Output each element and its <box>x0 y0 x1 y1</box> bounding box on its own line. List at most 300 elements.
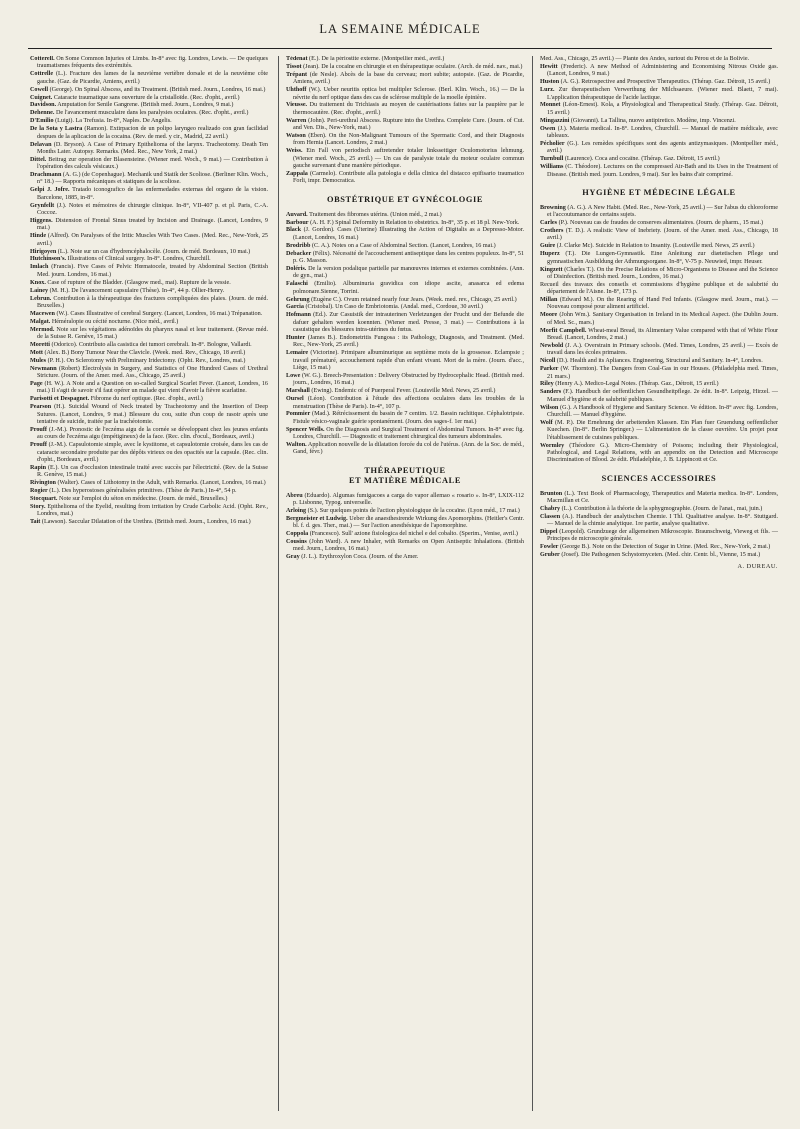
entry-author: Mingazzini <box>540 117 570 124</box>
entry-text: (A. G.). Retrospective and Prospective Therapeutics. (Thérap. Gaz. Détroit, 15 avril.) <box>559 79 771 86</box>
entry-author: Guire <box>540 243 556 250</box>
entry-text: (G.). A Handbook of Hygiene and Sanitary Science. Ve édition. In-8° avec fig. Londres, Churchill. — Manuel d'hygiène. <box>547 404 778 419</box>
entry-text: (D. Bryson). A Case of Primary Epithelioma of the larynx. Tracheotomy. Death Ten Months Later. Autopsy. Remarks. (Med. Rec., New York, 2 mai.) <box>37 141 268 155</box>
entry-author: Moretti <box>30 341 51 348</box>
entry-text: Contribution à la thérapeutique des fractures compliquées des plaies. (Journ. de méd. Bruxelles.) <box>37 295 268 309</box>
bibliography-entry <box>30 358 268 365</box>
entry-text: (Francesco). Sull' azione fisiologica del nichel e del cobalto. (Sperim., Venise, avril.) <box>308 531 518 538</box>
entry-text: (D.). Health and its Apliances. Engineering, Structural and Sanitary. In-4°, Londres. <box>555 358 763 365</box>
entry-author: Hewitt <box>540 63 558 70</box>
entry-text: Recueil des travaux des conseils et commissions d'hygiène publique et de salubrité du département de l'Aisne. In-8°, 173 p. <box>540 281 778 296</box>
bibliography-entry <box>286 133 524 148</box>
bibliography-entry <box>30 87 268 94</box>
entry-text: (James B.). Endometritis Fungosa : its Pathology, Diagnosis, and Treatment. (Med. Rec., New-York, 25 avril.) <box>293 335 524 349</box>
entry-author: Hinde <box>30 233 47 240</box>
entry-text: Amputation for Senile Gangrene. (British med. Journ., Londres, 9 mai.) <box>56 102 234 109</box>
bibliography-entry <box>286 554 524 561</box>
bibliography-entry <box>30 280 268 287</box>
entry-text: (E.). De la périostite externe. (Montpellier méd., avril.) <box>307 56 445 62</box>
bibliography-entry <box>286 531 524 538</box>
entry-author: Barbour <box>286 219 309 226</box>
entry-text: (John). Peri-urethral Abscess. Rupture into the Urethra. Complete Cure. (Journ. of Cut. and Ven. Dis., New-York, mai.) <box>293 117 524 132</box>
column-divider <box>532 56 533 1111</box>
entry-author: Macewen <box>30 310 55 317</box>
bibliography-entry <box>286 297 524 304</box>
entry-text: (Laurence). Coca and cocaïne. (Thérap. Gaz. Détroit, 15 avril.) <box>563 156 720 163</box>
bibliography-entry <box>540 220 778 227</box>
entry-text: (Ewing). Endemic of of Puerperal Fever. (Louisville Med. News, 25 avril.) <box>309 388 496 395</box>
bibliography-entry <box>30 203 268 218</box>
bibliography-entry <box>540 79 778 86</box>
entry-text: (L.). Text Book of Pharmacology, Therapeutics and Materia medica. In-8°. Londres, Macmillan et Ce. <box>547 490 778 504</box>
entry-text: Note sur les végétations adénoïdes du pharynx nasal et leur traitement. (Revue méd. de la Suisse R. Genève, 15 mai.) <box>37 326 268 341</box>
entry-author: Dippel <box>540 529 558 536</box>
entry-text: Med. Ass., Chicago, 25 avril.) — Plante des Andes, surtout du Pérou et de la Bolivie. <box>540 56 750 62</box>
entry-text: (Josef). Die Pathogenen Schystomyceten. (Med. chir. Centr. bl., Vienne, 15 mai.) <box>559 552 761 559</box>
entry-text: Application nouvelle de la dilatation forcée du col de l'utérus. (Ann. de la Soc. de méd., Gand, févr.) <box>293 442 524 456</box>
column-1 <box>30 56 268 1116</box>
entry-text: (George B.). Note on the Detection of Sugar in Urine. (Med. Rec., New-York, 2 mai.) <box>558 544 771 551</box>
entry-author: Prouff <box>30 442 47 449</box>
bibliography-entry <box>30 319 268 326</box>
bibliography-entry <box>30 56 268 71</box>
entry-author: Falaschi <box>286 281 308 288</box>
entry-author: Warren <box>286 117 307 124</box>
entry-list <box>30 56 268 527</box>
entry-author: Cotterell. <box>30 56 55 62</box>
bibliography-entry <box>30 157 268 172</box>
bibliography-entry <box>286 411 524 426</box>
entry-author: Lemaire <box>286 350 309 357</box>
entry-author: Millan <box>540 297 558 304</box>
entry-text: (H.). Suicidal Wound of Neck treated by Tracheotomy and the Insertion of Deep Sutures. (Lancet, Londres, 9 mai.) Blessure du cou, suite d'un coup de rasoir après une tentative de suicide, traitée par la trachéotomie. <box>37 404 268 425</box>
entry-author: Hutchinson's. <box>30 256 67 263</box>
bibliography-entry <box>540 156 778 163</box>
entry-list <box>540 56 778 179</box>
entry-text: (A. H. F.) Spinal Deformity in Relation to obstetrics. In-8°, 35 p. et 18 pl. New-York. <box>308 219 520 226</box>
bibliography-entry <box>286 312 524 334</box>
bibliography-entry <box>540 205 778 220</box>
entry-author: Grynfellt <box>30 202 55 209</box>
bibliography-entry <box>540 443 778 465</box>
entry-text: (J.-M.). Pronostic de l'eczéma aigu de la cornée se développant chez les jeunes enfants au cours de l'eczéma aigu (impétigineux) de la face. (Rec. clin. d'ocul., Bordeaux, avril.) <box>37 426 268 441</box>
bibliography-entry <box>30 342 268 349</box>
entry-text: Case of rupture of the Bladder. (Glasgow med., mai). Rupture de la vessie. <box>45 279 231 286</box>
page-title: LA SEMAINE MÉDICALE <box>319 22 481 36</box>
bibliography-entry <box>286 64 524 71</box>
section-heading-obstetrique: OBSTÉTRIQUE ET GYNÉCOLOGIE <box>327 194 483 204</box>
entry-text: (J. L.). Erythroxylon Coca. (Journ. of the Amer. <box>299 554 419 561</box>
entry-author: Imlach <box>30 264 49 271</box>
entry-text: (Ed.). Zur Casuistik der intrauterinen Verletzungen der Frucht und der Befunde die dafuer gehalten werden koennten. (Wiener med. Presse, 3 mai.) — Contributions à la casuistique des blessures intra-utérines du fœtus. <box>293 312 524 334</box>
entry-author: Gruber <box>540 552 560 559</box>
section-heading-line: ET MATIÈRE MÉDICALE <box>348 475 462 485</box>
entry-text: (W.). Cases Illustrative of cerebral Surgery. (Lancet, Londres, 16 mai.) Trépanation. <box>54 310 263 317</box>
section-heading-therapeutique <box>286 466 524 486</box>
entry-text: (P. H.). On Sclerotomy with Preliminary Iridectomy. (Opht. Rev., Londres, mai.) <box>46 357 246 364</box>
bibliography-entry <box>30 504 268 519</box>
bibliography-entry <box>540 358 778 365</box>
entry-text: (T.). Die Lungen-Gymnastik. Eine Anleitung zur diætetischen Pflege und gymnastischen Ausbildung der Athmungsorgane. In-8°, V-75 p. Neuwied, impr. Heuser. <box>547 251 778 265</box>
entry-author: Knox. <box>30 279 46 286</box>
bibliography-entry <box>30 71 268 86</box>
bibliography-entry <box>540 552 778 559</box>
entry-text: Traitement des fibromes utérins. (Union méd., 2 mai.) <box>307 211 442 218</box>
bibliography-entry <box>30 126 268 141</box>
entry-text: Note sur l'emploi du séton en médecine. (Journ. de méd., Bruxelles.) <box>57 495 228 502</box>
entry-author: Rivington <box>30 480 56 487</box>
entry-text: (Eugène C.). Ovum retained nearly four Jears. (Week. med. rev., Chicago, 25 avril.) <box>309 296 517 303</box>
entry-author: Dittel. <box>30 156 47 163</box>
entry-author: Weiss. <box>286 148 303 155</box>
entry-author: Brodribb <box>286 242 311 249</box>
entry-text: De l'avancement musculaire dans les paralysies oculaires. (Rec. d'opht., avril.) <box>54 110 249 117</box>
entry-author: Dehenne. <box>30 110 55 117</box>
bibliography-entry <box>286 72 524 87</box>
bibliography-entry <box>540 366 778 381</box>
entry-text: (Alfred). On Paralyses of the Iritic Muscles With Two Cases. (Med. Rec., New-York, 25 avril.) <box>37 233 268 247</box>
entry-text: (Giovanni). La Tallina, nuovo antipiretico. Modène, imp. Vincenzi. <box>569 117 736 124</box>
entry-author: Fowler <box>540 544 559 551</box>
entry-text: (Jean). De la cocaïne en chirurgie et en thérapeutique oculaire. (Arch. de méd. nav., mai.) <box>301 63 523 70</box>
bibliography-entry <box>540 251 778 266</box>
entry-text: (Carmelo). Contribute alla patologia e della clinica del distacco epifisario traumatico Forli, impr. Democratica. <box>293 170 524 185</box>
bibliography-entry <box>286 442 524 457</box>
entry-text: (S.). Sur quelques points de l'action physiologique de la cocaïne. (Lyon méd., 17 mai.) <box>306 507 520 514</box>
entry-text: (Léon-Ernest). Kola, a Physiological and Therapeutical Study. (Thérap. Gaz. Détroit, 15 avril.) <box>547 102 778 116</box>
bibliography-entry <box>540 141 778 156</box>
bibliography-entry <box>30 142 268 157</box>
entry-list <box>286 212 524 457</box>
entry-author: Delavan <box>30 141 52 148</box>
bibliography-entry <box>30 102 268 109</box>
entry-author: Walton. <box>286 442 307 448</box>
entry-author: Lebrun. <box>30 295 52 302</box>
column-divider <box>278 56 279 1111</box>
bibliography-entry <box>30 296 268 311</box>
entry-author: Gehrung <box>286 296 310 303</box>
entry-text: (J. A.). Overstrain in Primary schools. (Med. Times, Londres, 25 avril.) — Excès de travail dans les écoles primaires. <box>547 342 778 357</box>
entry-author: Hunter <box>286 335 306 342</box>
entry-author: Tissot <box>286 63 302 70</box>
bibliography-entry <box>286 281 524 296</box>
entry-text: (Ramon). Extirpacion de un polipo laryngeo realizado con gran facilidad despues de la aplicacion de la cocaina. (Rev. de med. y cir., Madrid, 22 avril.) <box>37 126 268 140</box>
entry-author: De la Sota y Lastra <box>30 126 83 133</box>
entry-author: Tédenat <box>286 56 308 62</box>
bibliography-entry <box>30 187 268 202</box>
bibliography-entry <box>540 514 778 529</box>
entry-author: Uhthoff <box>286 87 307 94</box>
bibliography-entry <box>540 491 778 506</box>
bibliography-entry <box>30 311 268 318</box>
entry-text: (Théodore G.). Micro-Chemistry of Poisons; including their Physiological, Pathological, and Legal Relations, with an appendix on the Detection and Microscope Discrimination of Blood. 2e édit. Philadelphie, J. B. Lippincott et Ce. <box>547 442 778 464</box>
entry-author: Carles <box>540 220 558 227</box>
entry-author: Huperz <box>540 251 560 258</box>
entry-author: Mott <box>30 349 43 356</box>
bibliography-entry <box>286 171 524 186</box>
bibliography-entry <box>286 539 524 554</box>
entry-text: Illustrations of Clinical surgery. In-8°. Londres, Churchill. <box>66 256 211 263</box>
entry-author: Moore <box>540 312 558 319</box>
entry-author: Garcia <box>286 304 304 311</box>
bibliography-entry <box>286 87 524 102</box>
bibliography-entry <box>30 488 268 495</box>
entry-text: (Léon). Contribution à l'étude des affections oculaires dans les troubles de la menstruation (Thèse de Paris). In-4°, 107 p. <box>293 396 524 410</box>
entry-author: Prouff <box>30 426 47 433</box>
entry-text: (Alex. B.) Bony Tumour Near the Clavicle. (Week. med. Rev., Chicago, 18 avril.) <box>42 349 246 356</box>
entry-author: Tait <box>30 519 41 526</box>
entry-author: Kingzett <box>540 266 563 273</box>
entry-author: Abreu <box>286 492 303 499</box>
entry-author: Bergmeister et Ludwig. <box>286 515 348 522</box>
bibliography-entry <box>30 249 268 256</box>
entry-text: Héméralopie ou cécité nocturne. (Nice méd., avril.) <box>50 318 179 325</box>
entry-text: On the Diagnosis and Surgical Treatment of Abdominal Tumors. In-8° avec fig. Londres, Churchill. — Diagnostic et traitement chirurgical des tumeurs abdominales. <box>293 426 524 441</box>
entry-text: (Walter). Cases of Lithotomy in the Adult, with Remarks. (Lancet, Londres, 16 mai.) <box>55 480 266 487</box>
entry-text: (de Nesle). Abcès de la base du cerveau; mort subite; autopsie. (Gaz. de Picardie, Amiens, avril.) <box>293 71 524 86</box>
entry-author: Brunton <box>540 490 563 497</box>
entry-author: Pécholier <box>540 140 565 147</box>
entry-author: Wolf <box>540 419 553 426</box>
entry-text: (Henry A.). Medico-Legal Notes. (Thérap. Gaz., Détroit, 15 avril.) <box>553 381 719 388</box>
entry-author: Drachmann <box>30 172 62 179</box>
entry-author: Auvard. <box>286 211 308 218</box>
bibliography-entry <box>540 56 778 63</box>
entry-text: Wheat-meal Bread, its Alimentary Value compared with that of White Flour Bread. (Lancet, Londres, 2 mai.) <box>547 327 778 342</box>
entry-author: Parisotti et Despagnet. <box>30 396 90 403</box>
entry-author: Black <box>286 227 302 234</box>
entry-text: (W. G.). Breech-Presentation : Delivery Obstructed by Hydrocephalic Head. (British med. journ., Londres, 16 mai.) <box>293 372 524 387</box>
bibliography-entry <box>540 243 778 250</box>
entry-text: (P.). Nouveau cas de fraudes de conserves alimentaires. (Journ. de pharm., 15 mai.) <box>557 220 764 227</box>
bibliography-entry <box>30 95 268 102</box>
section-heading-sciences: SCIENCES ACCESSOIRES <box>601 473 717 483</box>
bibliography-entry <box>540 312 778 327</box>
bibliography-entry <box>30 110 268 117</box>
entry-author: Williams <box>540 164 564 171</box>
entry-author: Lowe <box>286 372 301 379</box>
entry-author: Pearson <box>30 404 52 411</box>
entry-text: (Victorine). Primipare albuminurique au septième mois de la grossesse. Eclampsie ; travail prématuré, accouchement rapide d'un enfant vivant. Mort de la mère. (Journ. d'acc., Liège, 15 mai.) <box>293 350 524 371</box>
entry-text: Cataracte traumatique sans ouverture de la cristalloïde. (Rec. d'opht., avril.) <box>52 94 240 101</box>
bibliography-entry <box>286 266 524 281</box>
entry-author: Newbold <box>540 342 564 349</box>
section-heading-line: THÉRAPEUTIQUE <box>364 465 446 475</box>
entry-text: (Cristobal). Un Caso de Embriotomia. (Andal. med., Cordoue, 30 avril.) <box>303 304 483 311</box>
bibliography-entry <box>286 350 524 372</box>
bibliography-entry <box>30 172 268 187</box>
entry-text: (Eduardo). Algumas fumigacoes a carga do vapor allemao « rosario ». In-8°, LXIX-112 p. Lisbonne, Typog. universelle. <box>293 492 524 507</box>
entry-text: Du traitement du Trichiasis au moyen de cautérisations faites sur la paupière par le thermocautère. (Rec. d'opht., avril.) <box>293 102 524 116</box>
bibliography-entry <box>540 282 778 297</box>
entry-author: Spencer Wells. <box>286 426 325 433</box>
bibliography-entry <box>30 404 268 426</box>
entry-text: Beitrag zur operation der Blasensteine. (Wiener med. Woch., 9 mai.) — Contribution à l'opération des calculs vésicaux.) <box>37 156 268 171</box>
entry-author: Cuignet. <box>30 94 53 101</box>
bibliography-entry <box>286 516 524 531</box>
bibliography-entry <box>30 427 268 442</box>
entry-text: (Frederic). A new Method of Administering and Economising Nitrous Oxide gas. (Lancet, Londres, 9 mai.) <box>547 63 778 78</box>
entry-list <box>540 491 778 560</box>
bibliography-entry <box>30 118 268 125</box>
entry-author: D'Emilio <box>30 118 54 125</box>
entry-text: (C. Théodore). Lectures on the compressed Air-Bath and its Uses in the Treatment of Disease. (British med. journ. Londres, 9 mai). Sur les bains d'air comprimé. <box>547 164 778 178</box>
entry-list <box>286 493 524 562</box>
entry-author: Zappala <box>286 170 308 177</box>
bibliography-entry <box>540 102 778 117</box>
bibliography-entry <box>30 519 268 526</box>
bibliography-entry <box>540 126 778 141</box>
bibliography-entry <box>286 396 524 411</box>
entry-author: Parker <box>540 366 559 373</box>
entry-author: Arloing <box>286 507 307 514</box>
entry-text: (Leopold). Grundzuege der allgemeinen Mikroscopie. Braunschweig, Vieweg et fils. — Principes de microscopie générale. <box>547 529 778 543</box>
entry-text: (John Ward). A new Inhaler, with Remarks on Open Antiseptic Inhalations. (British med. Journ., Londres, 16 mai.) <box>293 539 524 553</box>
header-rule <box>28 48 772 49</box>
entry-text: (L.). Fracture des lames de la neuvième vertèbre dorsale et de la neuvième côte gauche. (Gaz. de Picardie, Amiens, avril.) <box>37 71 268 85</box>
entry-text: (J.). Materia medical. In-8°. Londres, Churchill. — Manuel de matière médicale, avec tableaux. <box>547 125 778 139</box>
entry-text: On Some Common Injuries of Limbs. In-8° avec fig. Londres, Lewis. — De quelques traumatismes fréquents des extrémités. <box>37 56 268 70</box>
entry-text: (F.). Handbuch der oeffentlichen Gesundheitpflege. 2e édit. In-8°. Leipzig, Hirzel. — Manuel d'hygiène et de salubrité publiques. <box>547 389 778 403</box>
entry-author: Vieusse. <box>286 102 308 109</box>
entry-author: Sanders <box>540 389 562 396</box>
entry-text: Tratado iconografico de las enfermedades externas del organo de la vision. Barcelone, 1885, in-8°. <box>37 187 268 201</box>
entry-author: Story. <box>30 503 46 510</box>
column-2 <box>286 56 524 1116</box>
bibliography-entry <box>30 366 268 381</box>
entry-text: Ueber die anaesthesirende Wirkung des Apomorphins. (Heitler's Centr. bl. f. d. ges. Ther., mai.) — Sur l'action anesthésique de l'apomorphine. <box>293 515 524 530</box>
entry-author: Gray <box>286 554 300 561</box>
bibliography-entry <box>286 102 524 117</box>
entry-author: Stocquart. <box>30 495 58 502</box>
bibliography-entry <box>30 465 268 480</box>
entry-author: Wormley <box>540 442 565 449</box>
bibliography-entry <box>540 87 778 102</box>
entry-text: (L.). Note sur un cas d'hydrencéphalocèle. (Journ. de méd. Bordeaux, 10 mai.) <box>56 248 251 255</box>
bibliography-entry <box>286 304 524 311</box>
entry-author: Monnet <box>540 102 561 109</box>
bibliography-entry <box>286 373 524 388</box>
entry-text: (J.). Notes et mémoires de chirurgie clinique. In-8°, VII-407 p. et pl. Paris, C.-A. Coccoz. <box>37 202 268 216</box>
entry-text: (A. G.) (de Copenhague). Mechanik und Statik der Scoliose. (Berliner Klin. Woch., n° 18.) — Rapports mécaniques et statiques de la scoliose. <box>37 172 268 186</box>
entry-text: (Charles T.). On the Precise Relations of Micro-Organisms to Disease and the Science of Disinfection. (British med. Journ., Londres, 16 mai.) <box>547 266 778 280</box>
entry-author: Doléris. <box>286 265 307 272</box>
entry-text: (John Wm.). Sanitary Organisation in Ireland in its Medical Aspect. (the Dublin Journ. of Med. Sc., mars.) <box>547 312 778 326</box>
bibliography-entry <box>30 396 268 403</box>
entry-author: Hirigoyen <box>30 248 57 255</box>
bibliography-entry <box>286 243 524 250</box>
bibliography-entry <box>540 405 778 420</box>
bibliography-entry <box>286 148 524 170</box>
entry-author: Nicoll <box>540 358 556 365</box>
bibliography-entry <box>540 420 778 442</box>
entry-author: Trépant <box>286 71 308 78</box>
bibliography-entry <box>30 350 268 357</box>
bibliography-entry <box>30 233 268 248</box>
entry-author: Browning <box>540 204 566 211</box>
bibliography-entry <box>540 328 778 343</box>
bibliography-entry <box>286 227 524 242</box>
entry-author: Oursel <box>286 396 304 403</box>
entry-text: (M. P.). Die Ernehrung der arbeitenden Klassen. Ein Plan fuer Gruendung oeffentlicher Kuechen. (In-8°. Berlin Springer.) — L'alimentation de la classe ouvrière. Un projet pour l'établissement de cuisines publiques. <box>547 419 778 441</box>
entry-author: Pommier <box>286 411 311 418</box>
bibliography-entry <box>286 118 524 133</box>
section-heading-hygiene: HYGIÈNE ET MÉDECINE LÉGALE <box>582 187 736 197</box>
entry-text: (Eben). On the Non-Malignant Tumours of the Spermatic Cord, and their Diagnosis from Hernia (Lancet. Londres, 2 mai.) <box>293 133 524 147</box>
entry-text: (L.). Contribution à la théorie de la sphygmographie. (Journ. de l'anat., mai, juin.) <box>560 505 763 512</box>
author-signature: A. DUREAU. <box>737 562 778 570</box>
entry-text: (W.). Ueber neuritis optica bei multipler Sclerose. (Berl. Klin. Woch., 16.) — De la névrite du nerf optique dans des cas de sclérose multiple de la moelle épinière. <box>293 87 524 101</box>
entry-author: Cottrelle <box>30 71 54 78</box>
bibliography-entry <box>540 506 778 513</box>
entry-author: Chabry <box>540 505 561 512</box>
entry-author: Mermod. <box>30 326 55 333</box>
entry-text: (Edward M.). On the Rearing of Hand Fed Infants. (Glasgow med. Journ., mai.). — Nouveau composé pour aliment artificiel. <box>547 297 778 311</box>
bibliography-entry <box>286 493 524 508</box>
entry-text: (W. Thornton). The Dangers from Coal-Gas in our Houses. (Philadelphia med. Times, 21 mars.) <box>547 366 778 380</box>
bibliography-entry <box>540 118 778 125</box>
entry-author: Gelpi J. Jofre. <box>30 187 70 194</box>
bibliography-entry <box>286 251 524 266</box>
bibliography-entry <box>30 442 268 464</box>
bibliography-entry <box>540 389 778 404</box>
bibliography-entry <box>540 381 778 388</box>
entry-author: Lurz. <box>540 87 555 94</box>
entry-text: (Robert) Electrolysis in Surgery, and Statistics of One Hundred Cases of Urethral Stricture. (Journ. of the Amer. med. Ass., Chicago, 25 avril.) <box>37 365 268 380</box>
bibliography-entry <box>30 327 268 342</box>
entry-author: Page <box>30 381 43 388</box>
entry-text: (Emilio). Albuminuria gravidica con idiope ascite, anasarca ed edema polmonare.Sienne, Torrini. <box>293 281 524 295</box>
entry-author: Hofmann <box>286 312 311 319</box>
entry-text: (J. Gordon). Cases (Uterine) Illustrating the Action of Digitalis as a Depresso-Motor. (Lancet, Londres, 16 mai.) <box>293 227 524 241</box>
bibliography-entry <box>286 220 524 227</box>
bibliography-entry <box>286 56 524 63</box>
entry-author: Crothers <box>540 228 564 235</box>
bibliography-entry <box>30 381 268 396</box>
entry-author: Classen <box>540 513 561 520</box>
entry-text: (Mad.). Rétrécissement du bassin de 7 centim. 1/2. Bassin rachitique. Céphalotripsie. Fistule vésico-vaginale guérie spontanément. (Journ. des sages-f. 1er mai.) <box>293 411 524 425</box>
entry-text: Ein Fall von periodisch auftretender totaler linksseitiger Oculomotorius lehmung. (Wiener med. Woch., 25 avril.) — Un cas de paralysie totale du moteur oculaire commun gauche survenant d'une manière périodique. <box>293 148 524 169</box>
bibliography-entry <box>540 267 778 282</box>
entry-author: Owen <box>540 125 556 132</box>
entry-text: (C. A.). Notes on a Case of Abdominal Section. (Lancet, Londres, 16 mai.) <box>310 242 496 249</box>
bibliography-entry <box>30 218 268 233</box>
entry-author: Cousins <box>286 539 307 546</box>
entry-author: Lainey <box>30 287 49 294</box>
bibliography-entry <box>286 335 524 350</box>
entry-text: (Odorico). Contributo alla casistica dei tumori cerebrali. In-8°. Bologne, Vallardi. <box>50 341 252 348</box>
entry-author: Mules <box>30 357 47 364</box>
entry-text: (Francis). Five Cases of Pelvic Hœmatocele, treated by Abdominal Section (British Med. journ. Londres, 16 mai.) <box>37 264 268 278</box>
bibliography-entry <box>286 427 524 442</box>
bibliography-entry <box>540 544 778 551</box>
entry-text: (E.). Un cas d'occlusion intestinale traité avec succès par l'électricité. (Rev. de la Suisse R. Genève, 15 mai.) <box>37 464 268 479</box>
bibliography-entry <box>540 343 778 358</box>
bibliography-entry <box>30 264 268 279</box>
bibliography-entry <box>30 256 268 263</box>
entry-author: Cowell <box>30 86 49 93</box>
entry-list <box>540 205 778 465</box>
entry-author: Newmann <box>30 365 57 372</box>
entry-text: De la version podalique partielle par manœuvres internes et externes combinées. (Ann. de gyn., mai.) <box>293 265 524 280</box>
entry-text: Distension of Frontal Sinus treated by Incision and Drainage. (Lancet, Londres, 9 mai.) <box>37 217 268 232</box>
entry-text: (George). On Spinal Abscess, and its Treatment. (British med. Journ., Londres, 16 mai.) <box>48 86 266 93</box>
bibliography-entry <box>540 164 778 179</box>
entry-text: (A. G.). A New Habit. (Med. Rec., New-York, 25 avril.) — Sur l'abus du chloroforme et l'accoutumance de certains sujets. <box>547 204 778 219</box>
entry-author: Rogier <box>30 488 48 495</box>
entry-author: Riley <box>540 381 554 388</box>
entry-author: Malgat. <box>30 318 51 325</box>
